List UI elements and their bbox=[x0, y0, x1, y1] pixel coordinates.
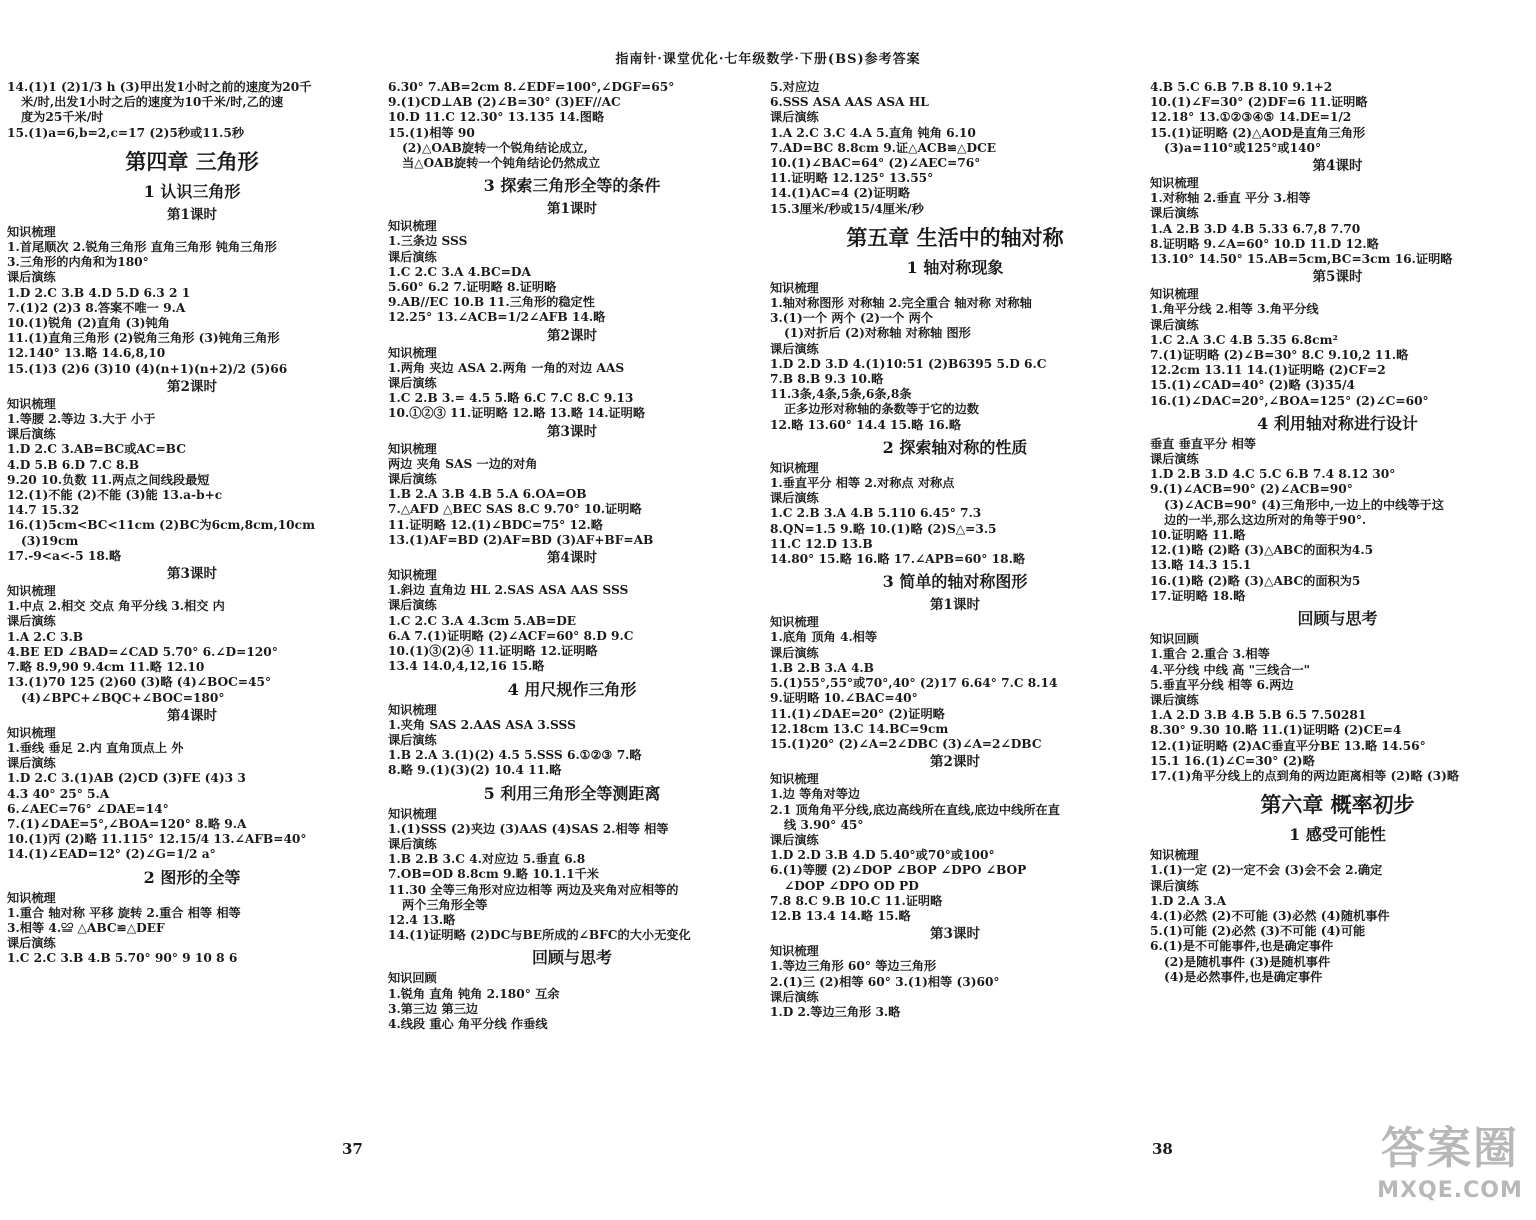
section-title: 5 利用三角形全等测距离 bbox=[483, 783, 661, 803]
subsection-label: 课后演练 bbox=[388, 598, 437, 613]
answer-line: 1.B 2.A 3.B 4.B 5.A 6.OA=OB bbox=[388, 487, 587, 502]
subsection-label: 课后演练 bbox=[388, 732, 437, 747]
answer-line: 12.(1)略 (2)略 (3)△ABC的面积为4.5 bbox=[1150, 543, 1374, 558]
answer-line: 1.斜边 直角边 HL 2.SAS ASA AAS SSS bbox=[388, 583, 629, 598]
answer-line: 12.18° 13.①②③④⑤ 14.DE=1/2 bbox=[1150, 110, 1352, 125]
subsection-label: 课后演练 bbox=[1150, 878, 1199, 893]
subsection-label: 知识梳理 bbox=[388, 345, 437, 360]
subsection-label: 课后演练 bbox=[7, 614, 56, 629]
answer-line: 12.B 13.4 14.略 15.略 bbox=[770, 908, 911, 923]
page-header: 指南针·课堂优化·七年级数学·下册(BS)参考答案 bbox=[615, 52, 921, 67]
answer-line: 7.8 8.C 9.B 10.C 11.证明略 bbox=[770, 893, 943, 908]
answer-line: 15.(1)证明略 (2)△AOD是直角三角形 bbox=[1150, 125, 1366, 140]
answer-line: 1.D 2.C 3.AB=BC或AC=BC bbox=[7, 442, 186, 457]
answer-line: 17.(1)角平分线上的点到角的两边距离相等 (2)略 (3)略 bbox=[1150, 768, 1460, 783]
answer-line: 7.△AFD △BEC SAS 8.C 9.70° 10.证明略 bbox=[388, 502, 642, 517]
answer-line: 1.首尾顺次 2.锐角三角形 直角三角形 钝角三角形 bbox=[7, 240, 277, 255]
page-number-left: 37 bbox=[342, 1140, 363, 1158]
answer-line: 1.C 2.B 3.= 4.5 5.略 6.C 7.C 8.C 9.13 bbox=[388, 391, 634, 406]
answer-line: 1.D 2.A 3.A bbox=[1150, 893, 1227, 908]
answer-line: 12.18cm 13.C 14.BC=9cm bbox=[770, 721, 949, 736]
answer-column-2 bbox=[388, 80, 756, 1140]
answer-column-4 bbox=[1150, 80, 1525, 1140]
answer-line: 2.1 顶角角平分线,底边高线所在直线,底边中线所在直 bbox=[770, 802, 1060, 817]
lesson-title: 第1课时 bbox=[930, 597, 980, 614]
answer-line-continued: 米/时,出发1小时之后的速度为10千米/时,乙的速 bbox=[21, 95, 284, 110]
answer-line: 两边 夹角 SAS 一边的对角 bbox=[388, 456, 538, 471]
answer-line: 1.对称轴 2.垂直 平分 3.相等 bbox=[1150, 191, 1311, 206]
section-title: 回顾与思考 bbox=[531, 948, 612, 968]
answer-line: 7.OB=OD 8.8cm 9.略 10.1.1千米 bbox=[388, 867, 599, 882]
answer-line: 7.(1)∠DAE=5°,∠BOA=120° 8.略 9.A bbox=[7, 816, 247, 831]
answer-line: 1.边 等角对等边 bbox=[770, 787, 861, 802]
page-number-right: 38 bbox=[1152, 1140, 1173, 1158]
subsection-label: 知识梳理 bbox=[770, 615, 819, 630]
answer-line: 13.略 14.3 15.1 bbox=[1150, 558, 1252, 573]
answer-line: 6.A 7.(1)证明略 (2)∠ACF=60° 8.D 9.C bbox=[388, 628, 634, 643]
subsection-label: 知识梳理 bbox=[7, 890, 56, 905]
subsection-label: 知识梳理 bbox=[1150, 287, 1199, 302]
section-title: 4 利用轴对称进行设计 bbox=[1257, 413, 1418, 433]
subsection-label: 知识梳理 bbox=[7, 725, 56, 740]
answer-line: 4.(1)必然 (2)不可能 (3)必然 (4)随机事件 bbox=[1150, 908, 1390, 923]
lesson-title: 第5课时 bbox=[1312, 269, 1363, 286]
lesson-title: 第4课时 bbox=[547, 550, 597, 567]
answer-line: 1.重合 2.重合 3.相等 bbox=[1150, 647, 1270, 662]
subsection-label: 课后演练 bbox=[770, 645, 819, 660]
subsection-label: 知识梳理 bbox=[1150, 848, 1199, 863]
subsection-label: 课后演练 bbox=[770, 491, 819, 506]
answer-line: 4.BE ED ∠BAD=∠CAD 5.70° 6.∠D=120° bbox=[7, 644, 278, 659]
answer-line-continued: ∠DOP ∠DPO OD PD bbox=[784, 878, 919, 893]
subsection-label: 课后演练 bbox=[770, 110, 819, 125]
section-title: 1 感受可能性 bbox=[1289, 825, 1386, 845]
answer-line: 3.三角形的内角和为180° bbox=[7, 255, 149, 270]
answer-line: 10.(1)③(2)④ 11.证明略 12.证明略 bbox=[388, 644, 598, 659]
subsection-label: 课后演练 bbox=[770, 341, 819, 356]
answer-line: 1.重合 轴对称 平移 旋转 2.重合 相等 相等 bbox=[7, 905, 241, 920]
subsection-label: 知识回顾 bbox=[388, 971, 437, 986]
answer-line-continued: 当△OAB旋转一个钝角结论仍然成立 bbox=[402, 156, 601, 171]
subsection-label: 课后演练 bbox=[1150, 206, 1199, 221]
answer-line-continued: 边的一半,那么这边所对的角等于90°. bbox=[1164, 512, 1367, 527]
answer-line: 10.证明略 11.略 bbox=[1150, 528, 1246, 543]
answer-line: 1.D 2.等边三角形 3.略 bbox=[770, 1004, 901, 1019]
answer-line: 1.B 2.B 3.C 4.对应边 5.垂直 6.8 bbox=[388, 852, 586, 867]
section-title: 4 用尺规作三角形 bbox=[507, 679, 637, 699]
answer-line: 10.(1)丙 (2)略 11.115° 12.15/4 13.∠AFB=40° bbox=[7, 832, 307, 847]
answer-line-continued: (2)△OAB旋转一个锐角结论成立, bbox=[402, 140, 588, 155]
answer-line: 1.D 2.D 3.D 4.(1)10:51 (2)B6395 5.D 6.C bbox=[770, 356, 1047, 371]
answer-line: 1.等边三角形 60° 等边三角形 bbox=[770, 959, 937, 974]
subsection-label: 知识梳理 bbox=[388, 702, 437, 717]
subsection-label: 课后演练 bbox=[770, 832, 819, 847]
answer-line: 4.平分线 中线 高 "三线合一" bbox=[1150, 662, 1311, 677]
answer-line: 1.C 2.C 3.A 4.3cm 5.AB=DE bbox=[388, 613, 577, 628]
answer-line: 1.C 2.C 3.A 4.BC=DA bbox=[388, 264, 531, 279]
subsection-label: 知识梳理 bbox=[770, 772, 819, 787]
answer-line-continued: (3)∠ACB=90° (4)三角形中,一边上的中线等于这 bbox=[1164, 497, 1444, 512]
answer-line: 6.(1)等腰 (2)∠DOP ∠BOP ∠DPO ∠BOP bbox=[770, 863, 1027, 878]
lesson-title: 第2课时 bbox=[167, 378, 217, 395]
answer-line: 6.30° 7.AB=2cm 8.∠EDF=100°,∠DGF=65° bbox=[388, 80, 675, 94]
section-title: 3 简单的轴对称图形 bbox=[882, 572, 1028, 592]
answer-line: 1.轴对称图形 对称轴 2.完全重合 轴对称 对称轴 bbox=[770, 296, 1032, 311]
answer-line: 3.相等 4.≌ △ABC≌△DEF bbox=[7, 920, 165, 935]
section-title: 1 轴对称现象 bbox=[906, 257, 1004, 277]
subsection-label: 知识梳理 bbox=[388, 806, 437, 821]
answer-line: 11.3条,4条,5条,6条,8条 bbox=[770, 387, 912, 402]
answer-line: 10.(1)锐角 (2)直角 (3)钝角 bbox=[7, 316, 170, 331]
subsection-label: 课后演练 bbox=[388, 249, 437, 264]
subsection-label: 知识梳理 bbox=[7, 584, 56, 599]
answer-line: 6.(1)是不可能事件,也是确定事件 bbox=[1150, 939, 1334, 954]
answer-line: 1.(1)一定 (2)一定不会 (3)会不会 2.确定 bbox=[1150, 863, 1383, 878]
answer-line: 1.D 2.B 3.D 4.C 5.C 6.B 7.4 8.12 30° bbox=[1150, 467, 1396, 482]
watermark-logo-text: 答案圈 bbox=[1381, 1123, 1519, 1174]
answer-line: 10.(1)∠BAC=64° (2)∠AEC=76° bbox=[770, 156, 981, 171]
answer-column-1 bbox=[7, 80, 377, 1140]
lesson-title: 第4课时 bbox=[167, 707, 217, 724]
subsection-label: 课后演练 bbox=[1150, 452, 1199, 467]
answer-line: 7.AD=BC 8.8cm 9.证△ACB≌△DCE bbox=[770, 140, 997, 155]
lesson-title: 第1课时 bbox=[547, 201, 597, 218]
answer-line: 1.锐角 直角 钝角 2.180° 互余 bbox=[388, 986, 560, 1001]
answer-line: 17.-9<a<-5 18.略 bbox=[7, 548, 122, 563]
answer-line: 1.D 2.D 3.B 4.D 5.40°或70°或100° bbox=[770, 848, 995, 863]
answer-line: 11.C 12.D 13.B bbox=[770, 536, 873, 551]
answer-line: 1.C 2.C 3.B 4.B 5.70° 90° 9 10 8 6 bbox=[7, 951, 238, 966]
answer-line: 1.等腰 2.等边 3.大于 小于 bbox=[7, 412, 156, 427]
answer-line: 15.(1)∠CAD=40° (2)略 (3)35/4 bbox=[1150, 378, 1356, 393]
answer-line-continued: (3)a=110°或125°或140° bbox=[1164, 140, 1322, 155]
answer-line: 15.(1)a=6,b=2,c=17 (2)5秒或11.5秒 bbox=[7, 125, 245, 140]
answer-line: 15.3厘米/秒或15/4厘米/秒 bbox=[770, 201, 924, 216]
answer-line: 4.线段 重心 角平分线 作垂线 bbox=[388, 1016, 548, 1031]
answer-line: 8.30° 9.30 10.略 11.(1)证明略 (2)CE=4 bbox=[1150, 723, 1402, 738]
lesson-title: 第2课时 bbox=[547, 327, 597, 344]
section-title: 3 探索三角形全等的条件 bbox=[483, 176, 661, 196]
answer-line: 14.(1)证明略 (2)DC与BE所成的∠BFC的大小无变化 bbox=[388, 928, 691, 943]
lesson-title: 第4课时 bbox=[1312, 158, 1363, 175]
answer-line-continued: (1)对折后 (2)对称轴 对称轴 图形 bbox=[784, 326, 971, 341]
answer-line-continued: 度为25千米/时 bbox=[21, 110, 104, 125]
answer-line: 10.D 11.C 12.30° 13.135 14.图略 bbox=[388, 110, 605, 125]
subsection-label: 课后演练 bbox=[7, 270, 56, 285]
subsection-label: 知识梳理 bbox=[388, 219, 437, 234]
answer-line: 14.7 15.32 bbox=[7, 503, 80, 518]
answer-line: 12.25° 13.∠ACB=1/2∠AFB 14.略 bbox=[388, 310, 606, 325]
answer-line: 1.B 2.B 3.A 4.B bbox=[770, 660, 874, 675]
answer-line: 1.D 2.C 3.B 4.D 5.D 6.3 2 1 bbox=[7, 285, 191, 300]
answer-line: 9.20 10.负数 11.两点之间线段最短 bbox=[7, 472, 210, 487]
answer-line-continued: 两个三角形全等 bbox=[402, 897, 488, 912]
answer-line: 14.(1)AC=4 (2)证明略 bbox=[770, 186, 910, 201]
answer-line: 1.夹角 SAS 2.AAS ASA 3.SSS bbox=[388, 717, 576, 732]
answer-line: 14.80° 15.略 16.略 17.∠APB=60° 18.略 bbox=[770, 552, 1026, 567]
answer-line: 1.A 2.B 3.D 4.B 5.33 6.7,8 7.70 bbox=[1150, 221, 1361, 236]
answer-line: 5.对应边 bbox=[770, 80, 820, 94]
answer-line: 13.10° 14.50° 15.AB=5cm,BC=3cm 16.证明略 bbox=[1150, 252, 1453, 267]
answer-line: 4.3 40° 25° 5.A bbox=[7, 786, 110, 801]
answer-line: 1.角平分线 2.相等 3.角平分线 bbox=[1150, 302, 1319, 317]
answer-line: 5.垂直平分线 相等 6.两边 bbox=[1150, 677, 1294, 692]
answer-line: 11.证明略 12.125° 13.55° bbox=[770, 171, 934, 186]
section-title: 1 认识三角形 bbox=[143, 181, 241, 201]
answer-line: 1.垂直平分 相等 2.对称点 对称点 bbox=[770, 476, 955, 491]
answer-line: 1.D 2.C 3.(1)AB (2)CD (3)FE (4)3 3 bbox=[7, 771, 246, 786]
subsection-label: 知识梳理 bbox=[388, 568, 437, 583]
answer-line: 8.QN=1.5 9.略 10.(1)略 (2)S△=3.5 bbox=[770, 521, 997, 536]
subsection-label: 知识梳理 bbox=[7, 396, 56, 411]
answer-line: 16.(1)∠DAC=20°,∠BOA=125° (2)∠C=60° bbox=[1150, 393, 1429, 408]
answer-line: 9.(1)CD⊥AB (2)∠B=30° (3)EF//AC bbox=[388, 95, 621, 110]
watermark bbox=[1370, 1120, 1530, 1216]
answer-line: 4.D 5.B 6.D 7.C 8.B bbox=[7, 457, 140, 472]
chapter-title: 第五章 生活中的轴对称 bbox=[846, 224, 1064, 250]
answer-line-continued: 正多边形对称轴的条数等于它的边数 bbox=[784, 402, 979, 417]
answer-line: 3.(1)一个 两个 (2)一个 两个 bbox=[770, 311, 933, 326]
answer-line: 1.C 2.A 3.C 4.B 5.35 6.8cm² bbox=[1150, 332, 1338, 347]
answer-line: 4.B 5.C 6.B 7.B 8.10 9.1+2 bbox=[1150, 80, 1333, 94]
answer-line: 11.证明略 12.(1)∠BDC=75° 12.略 bbox=[388, 517, 603, 532]
answer-line: 15.(1)相等 90 bbox=[388, 125, 475, 140]
answer-line: 12.2cm 13.11 14.(1)证明略 (2)CF=2 bbox=[1150, 363, 1386, 378]
answer-line: 1.两角 夹边 ASA 2.两角 一角的对边 AAS bbox=[388, 360, 625, 375]
answer-line: 3.第三边 第三边 bbox=[388, 1001, 479, 1016]
answer-line-continued: 线 3.90° 45° bbox=[784, 817, 864, 832]
subsection-label: 知识梳理 bbox=[770, 460, 819, 475]
answer-line: 13.4 14.0,4,12,16 15.略 bbox=[388, 659, 545, 674]
answer-line-continued: (4)∠BPC+∠BQC+∠BOC=180° bbox=[21, 690, 225, 705]
subsection-label: 知识梳理 bbox=[770, 944, 819, 959]
subsection-label: 课后演练 bbox=[388, 836, 437, 851]
answer-line: 5.(1)可能 (2)必然 (3)不可能 (4)可能 bbox=[1150, 924, 1366, 939]
answer-line: 15.(1)3 (2)6 (3)10 (4)(n+1)(n+2)/2 (5)66 bbox=[7, 361, 288, 376]
answer-line: 11.(1)∠DAE=20° (2)证明略 bbox=[770, 706, 945, 721]
answer-line: 12.140° 13.略 14.6,8,10 bbox=[7, 346, 166, 361]
answer-line: 8.略 9.(1)(3)(2) 10.4 11.略 bbox=[388, 763, 562, 778]
subsection-label: 知识梳理 bbox=[7, 224, 56, 239]
answer-line: 7.B 8.B 9.3 10.略 bbox=[770, 372, 884, 387]
subsection-label: 课后演练 bbox=[1150, 317, 1199, 332]
answer-line: 14.(1)∠EAD=12° (2)∠G=1/2 a° bbox=[7, 847, 216, 862]
chapter-title: 第六章 概率初步 bbox=[1260, 792, 1415, 818]
answer-line-continued: (3)19cm bbox=[21, 533, 79, 548]
answer-line-continued: (4)是必然事件,也是确定事件 bbox=[1164, 969, 1323, 984]
answer-line: 1.A 2.D 3.B 4.B 5.B 6.5 7.50281 bbox=[1150, 708, 1367, 723]
subsection-label: 知识梳理 bbox=[770, 280, 819, 295]
answer-line-continued: (2)是随机事件 (3)是随机事件 bbox=[1164, 954, 1331, 969]
answer-line: 10.①②③ 11.证明略 12.略 13.略 14.证明略 bbox=[388, 406, 646, 421]
answer-line: 9.(1)∠ACB=90° (2)∠ACB=90° bbox=[1150, 482, 1353, 497]
answer-line: 15.1 16.(1)∠C=30° (2)略 bbox=[1150, 753, 1315, 768]
subsection-label: 课后演练 bbox=[7, 936, 56, 951]
answer-line: 2.(1)三 (2)相等 60° 3.(1)相等 (3)60° bbox=[770, 974, 1000, 989]
answer-line: 1.(1)SSS (2)夹边 (3)AAS (4)SAS 2.相等 相等 bbox=[388, 821, 669, 836]
answer-line: 12.(1)不能 (2)不能 (3)能 13.a-b+c bbox=[7, 488, 223, 503]
answer-line: 1.C 2.B 3.A 4.B 5.110 6.45° 7.3 bbox=[770, 506, 982, 521]
section-title: 回顾与思考 bbox=[1297, 609, 1378, 629]
answer-line: 16.(1)略 (2)略 (3)△ABC的面积为5 bbox=[1150, 573, 1361, 588]
lesson-title: 第3课时 bbox=[547, 423, 597, 440]
answer-line: 15.(1)20° (2)∠A=2∠DBC (3)∠A=2∠DBC bbox=[770, 736, 1042, 751]
answer-line: 12.4 13.略 bbox=[388, 912, 456, 927]
subsection-label: 知识梳理 bbox=[1150, 176, 1199, 191]
answer-line: 12.(1)证明略 (2)AC垂直平分BE 13.略 14.56° bbox=[1150, 738, 1426, 753]
answer-line: 1.三条边 SSS bbox=[388, 234, 468, 249]
subsection-label: 课后演练 bbox=[7, 756, 56, 771]
subsection-label: 课后演练 bbox=[388, 472, 437, 487]
answer-line: 14.(1)1 (2)1/3 h (3)甲出发1小时之前的速度为20千 bbox=[7, 80, 312, 94]
answer-line: 1.中点 2.相交 交点 角平分线 3.相交 内 bbox=[7, 599, 225, 614]
answer-line: 10.(1)∠F=30° (2)DF=6 11.证明略 bbox=[1150, 95, 1368, 110]
answer-line: 17.证明略 18.略 bbox=[1150, 588, 1246, 603]
answer-line: 1.B 2.A 3.(1)(2) 4.5 5.SSS 6.①②③ 7.略 bbox=[388, 748, 642, 763]
watermark-site-text: MXQE.COM bbox=[1377, 1178, 1523, 1203]
answer-line: 7.(1)证明略 (2)∠B=30° 8.C 9.10,2 11.略 bbox=[1150, 348, 1409, 363]
answer-line: 12.略 13.60° 14.4 15.略 16.略 bbox=[770, 417, 962, 432]
answer-line: 6.∠AEC=76° ∠DAE=14° bbox=[7, 801, 169, 816]
answer-line: 1.垂线 垂足 2.内 直角顶点上 外 bbox=[7, 740, 184, 755]
subsection-label: 知识回顾 bbox=[1150, 632, 1199, 647]
answer-column-3 bbox=[770, 80, 1140, 1140]
answer-line: 垂直 垂直平分 相等 bbox=[1150, 436, 1256, 451]
answer-line: 7.略 8.9,90 9.4cm 11.略 12.10 bbox=[7, 660, 205, 675]
subsection-label: 课后演练 bbox=[7, 427, 56, 442]
lesson-title: 第3课时 bbox=[167, 566, 217, 583]
section-title: 2 探索轴对称的性质 bbox=[882, 437, 1028, 457]
subsection-label: 课后演练 bbox=[388, 376, 437, 391]
answer-line: 11.(1)直角三角形 (2)锐角三角形 (3)钝角三角形 bbox=[7, 331, 280, 346]
answer-line: 9.证明略 10.∠BAC=40° bbox=[770, 691, 918, 706]
lesson-title: 第2课时 bbox=[930, 754, 980, 771]
answer-line: 1.A 2.C 3.B bbox=[7, 629, 84, 644]
lesson-title: 第1课时 bbox=[167, 206, 217, 223]
answer-line: 9.AB//EC 10.B 11.三角形的稳定性 bbox=[388, 295, 595, 310]
answer-line: 5.60° 6.2 7.证明略 8.证明略 bbox=[388, 280, 557, 295]
section-title: 2 图形的全等 bbox=[143, 867, 241, 887]
subsection-label: 知识梳理 bbox=[388, 441, 437, 456]
subsection-label: 课后演练 bbox=[770, 989, 819, 1004]
answer-line: 11.30 全等三角形对应边相等 两边及夹角对应相等的 bbox=[388, 882, 679, 897]
answer-line: 5.(1)55°,55°或70°,40° (2)17 6.64° 7.C 8.14 bbox=[770, 676, 1058, 691]
answer-line: 8.证明略 9.∠A=60° 10.D 11.D 12.略 bbox=[1150, 236, 1379, 251]
answer-line: 13.(1)70 125 (2)60 (3)略 (4)∠BOC=45° bbox=[7, 675, 272, 690]
answer-line: 6.SSS ASA AAS ASA HL bbox=[770, 95, 929, 110]
answer-line: 13.(1)AF=BD (2)AF=BD (3)AF+BF=AB bbox=[388, 532, 654, 547]
answer-line: 16.(1)5cm<BC<11cm (2)BC为6cm,8cm,10cm bbox=[7, 518, 315, 533]
chapter-title: 第四章 三角形 bbox=[125, 148, 259, 174]
subsection-label: 课后演练 bbox=[1150, 692, 1199, 707]
lesson-title: 第3课时 bbox=[930, 926, 980, 943]
answer-line: 1.底角 顶角 4.相等 bbox=[770, 630, 878, 645]
answer-line: 7.(1)2 (2)3 8.答案不唯一 9.A bbox=[7, 300, 186, 315]
answer-line: 1.A 2.C 3.C 4.A 5.直角 钝角 6.10 bbox=[770, 125, 976, 140]
